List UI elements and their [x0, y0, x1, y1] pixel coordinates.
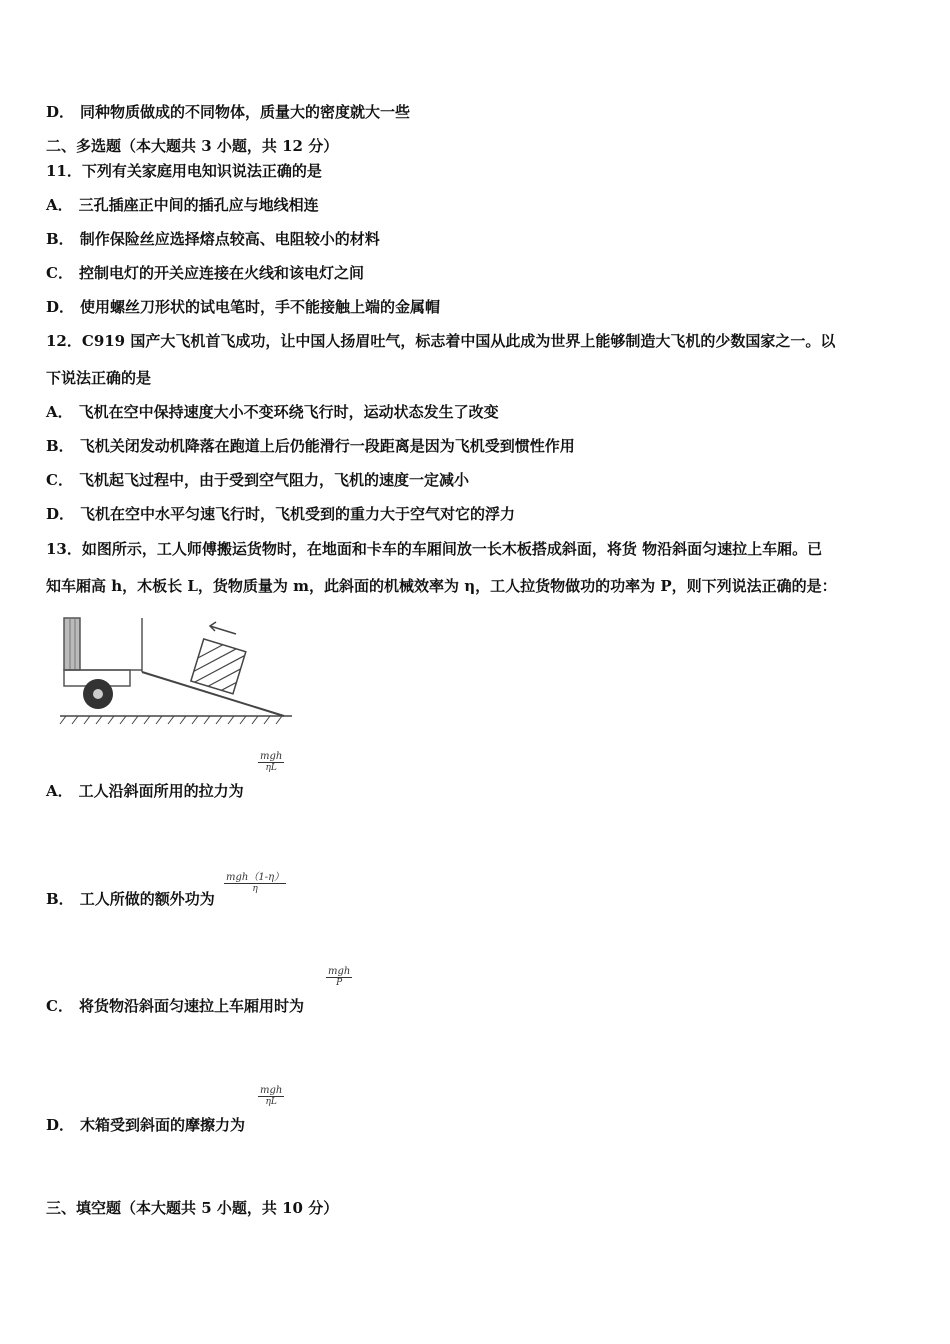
q13-option-c-formula: mgh P [328, 966, 351, 988]
q13-option-b: B． 工人所做的额外功为 [46, 890, 215, 908]
q11-option-d: D． 使用螺丝刀形状的试电笔时，手不能接触上端的金属帽 [46, 298, 441, 316]
truck-cab [64, 618, 80, 670]
ground-hatch [60, 716, 282, 724]
q13-stem-line1: 13．如图所示，工人师傅搬运货物时，在地面和卡车的车厢间放一长木板搭成斜面，将货 物沿斜面匀速拉上车厢。已 [46, 540, 823, 558]
q12-option-a: A． 飞机在空中保持速度大小不变环绕飞行时，运动状态发生了改变 [46, 403, 499, 421]
cargo-box [191, 639, 246, 694]
q13-stem-line2: 知车厢高 h，木板长 L，货物质量为 m，此斜面的机械效率为 η，工人拉货物做功的功率为 P，则下列说法正确的是： [46, 577, 837, 595]
q13-option-b-formula: mgh（1-η） η [226, 872, 285, 894]
q11-stem: 11．下列有关家庭用电知识说法正确的是 [46, 162, 322, 180]
q13-option-a: A． 工人沿斜面所用的拉力为 [46, 782, 244, 800]
section3-title: 三、填空题（本大题共 5 小题，共 10 分） [46, 1199, 339, 1217]
q10-option-d: D． 同种物质做成的不同物体，质量大的密度就大一些 [46, 103, 411, 121]
q12-option-c: C． 飞机起飞过程中，由于受到空气阻力，飞机的速度一定减小 [46, 471, 469, 489]
q13-option-d: D． 木箱受到斜面的摩擦力为 [46, 1116, 246, 1134]
q13-option-d-formula: mgh ηL [260, 1085, 283, 1107]
q13-option-a-formula: mgh ηL [260, 751, 283, 773]
q12-stem-line1: 12．C919 国产大飞机首飞成功，让中国人扬眉吐气，标志着中国从此成为世界上能够制造大飞机的少数国家之一。以 [46, 332, 836, 350]
q12-stem-line2: 下说法正确的是 [46, 369, 152, 387]
q12-option-d: D． 飞机在空中水平匀速飞行时，飞机受到的重力大于空气对它的浮力 [46, 505, 516, 523]
truck-ramp-figure [56, 612, 296, 727]
q11-option-b: B． 制作保险丝应选择熔点较高、电阻较小的材料 [46, 230, 380, 248]
q13-option-c: C． 将货物沿斜面匀速拉上车厢用时为 [46, 997, 304, 1015]
q11-option-c: C． 控制电灯的开关应连接在火线和该电灯之间 [46, 264, 364, 282]
q11-option-a: A． 三孔插座正中间的插孔应与地线相连 [46, 196, 319, 214]
q12-option-b: B． 飞机关闭发动机降落在跑道上后仍能滑行一段距离是因为飞机受到惯性作用 [46, 437, 575, 455]
section2-title: 二、多选题（本大题共 3 小题，共 12 分） [46, 137, 339, 155]
pull-direction-arrow-icon [210, 622, 236, 634]
